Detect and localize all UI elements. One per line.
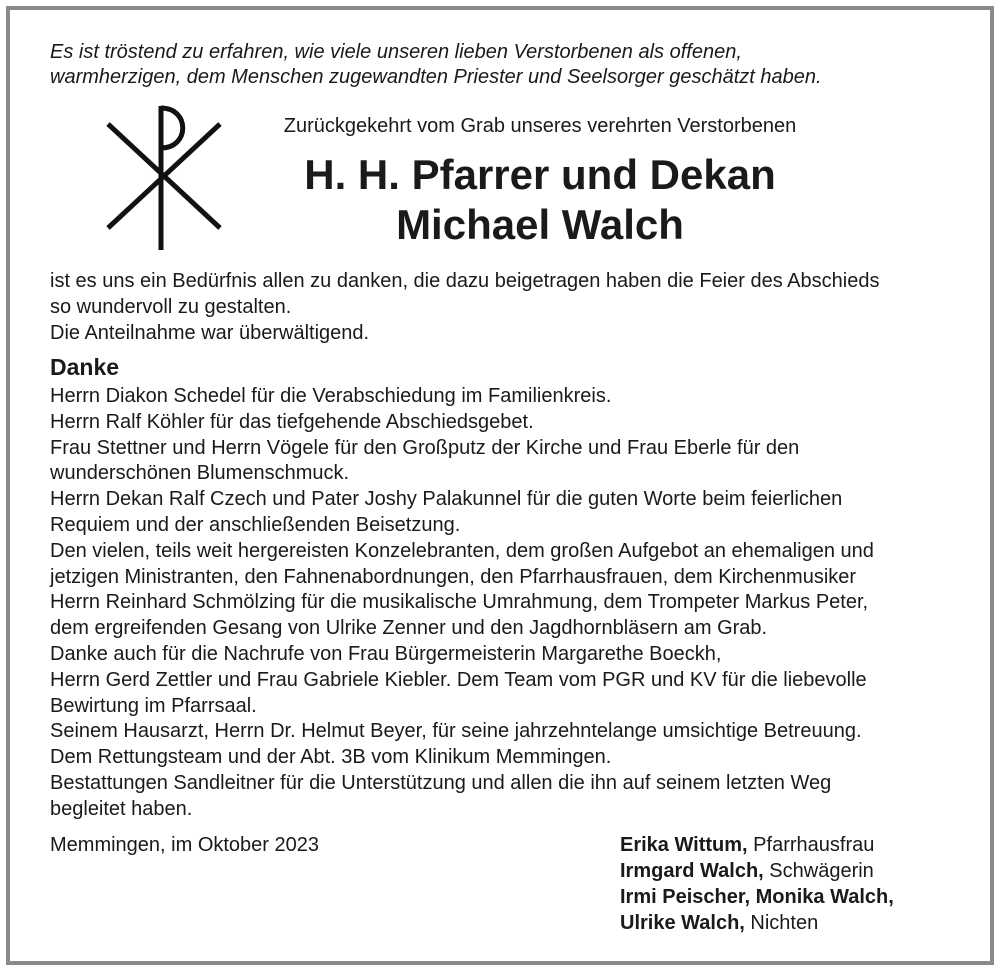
- place-date: Memmingen, im Oktober 2023: [50, 834, 320, 856]
- thanks-line: Seinem Hausarzt, Herrn Dr. Helmut Beyer, für seine jahrzehntelange umsichtige Betreuung.: [50, 720, 862, 743]
- intro-line: Es ist tröstend zu erfahren, wie viele unseren lieben Verstorbenen als offenen,: [50, 41, 742, 63]
- intro-text: [50, 40, 950, 90]
- signatures: [620, 832, 980, 936]
- thanks-line: jetzigen Ministranten, den Fahnenabordnungen, den Pfarrhausfrauen, dem Kirchenmusiker: [50, 565, 857, 588]
- signature-line: [620, 884, 980, 910]
- thanks-line: Den vielen, teils weit hergereisten Konzelebranten, dem großen Aufgebot an ehemaligen und: [50, 539, 874, 562]
- return-line: Zurückgekehrt vom Grab unseres verehrten Verstorbenen: [283, 115, 797, 137]
- deceased-name: [240, 150, 840, 250]
- thanks-line: Herrn Ralf Köhler für das tiefgehende Abschiedsgebet.: [50, 410, 534, 433]
- thanks-line: Herrn Reinhard Schmölzing für die musikalische Umrahmung, dem Trompeter Markus Peter,: [50, 591, 869, 614]
- signer-name: Erika Wittum,: [620, 834, 748, 856]
- thanks-line: Herrn Dekan Ralf Czech und Pater Joshy Palakunnel für die guten Worte beim feierlichen: [50, 488, 843, 511]
- name-title: H. H. Pfarrer und Dekan: [304, 151, 776, 198]
- thanks-line: Danke auch für die Nachrufe von Frau Bürgermeisterin Margarethe Boeckh,: [50, 642, 722, 665]
- paragraph-line: Die Anteilnahme war überwältigend.: [50, 322, 370, 344]
- danke-heading: Danke: [50, 354, 120, 380]
- thanks-line: Herrn Diakon Schedel für die Verabschiedung im Familienkreis.: [50, 385, 612, 407]
- signature-line: [620, 910, 980, 936]
- paragraph-line: ist es uns ein Bedürfnis allen zu danken, die dazu beigetragen haben die Feier des Abschieds: [50, 270, 880, 292]
- signer-role: Pfarrhausfrau: [747, 834, 875, 856]
- paragraph-line: so wundervoll zu gestalten.: [50, 296, 292, 318]
- signature-line: [620, 858, 980, 884]
- signer-name: Irmi Peischer, Monika Walch,: [620, 886, 894, 908]
- signer-name: Ulrike Walch,: [620, 912, 745, 934]
- signer-name: Irmgard Walch,: [620, 860, 764, 882]
- signature-line: [620, 832, 980, 858]
- thanks-line: Dem Rettungsteam und der Abt. 3B vom Klinikum Memmingen.: [50, 746, 612, 769]
- thanks-line: Bewirtung im Pfarrsaal.: [50, 694, 257, 717]
- signer-role: Nichten: [744, 912, 819, 934]
- intro-line: warmherzigen, dem Menschen zugewandten Priester und Seelsorger geschätzt haben.: [50, 66, 822, 88]
- thanks-line: dem ergreifenden Gesang von Ulrike Zenner und den Jagdhornbläsern am Grab.: [50, 617, 768, 640]
- name-full: Michael Walch: [396, 201, 684, 248]
- thanks-line: Bestattungen Sandleitner für die Unterstützung und allen die ihn auf seinem letzten Weg: [50, 771, 832, 794]
- gratitude-paragraph: [50, 268, 960, 346]
- thanks-line: Herrn Gerd Zettler und Frau Gabriele Kiebler. Dem Team vom PGR und KV für die liebevolle: [50, 668, 867, 691]
- thanks-line: wunderschönen Blumenschmuck.: [50, 462, 350, 485]
- chi-rho-icon: [104, 104, 224, 252]
- thanks-line: Frau Stettner und Herrn Vögele für den Großputz der Kirche und Frau Eberle für den: [50, 436, 800, 459]
- thanks-line: Requiem und der anschließenden Beisetzung.: [50, 513, 461, 536]
- signer-role: Schwägerin: [763, 860, 874, 882]
- thanks-list: [50, 384, 965, 823]
- thanks-line: begleitet haben.: [50, 797, 193, 820]
